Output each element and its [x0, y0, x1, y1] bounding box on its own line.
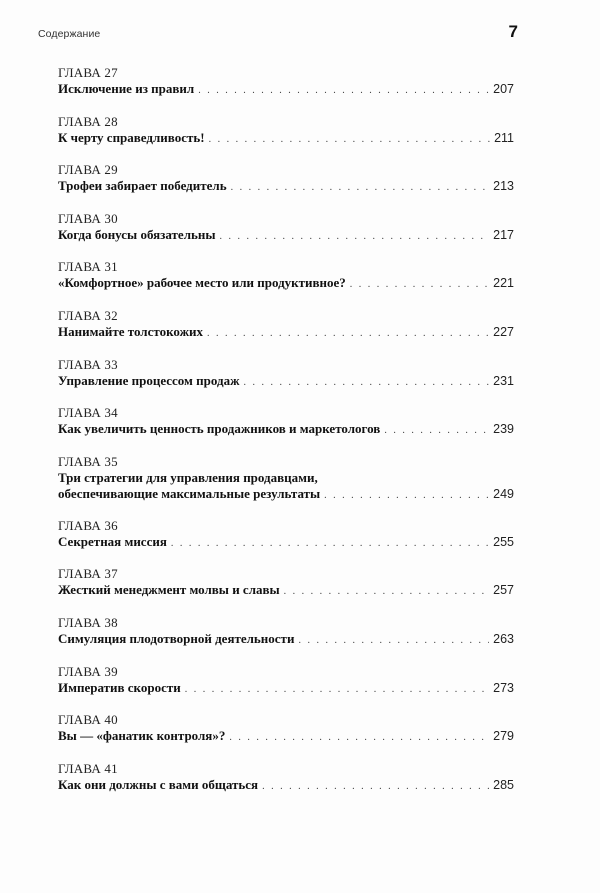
chapter-title: Симуляция плодотворной деятельности: [58, 630, 295, 646]
toc-entry-37[interactable]: [58, 566, 514, 615]
chapter-title-line: [58, 534, 514, 552]
toc-entry-41[interactable]: [58, 761, 514, 810]
toc-entry-32[interactable]: [58, 308, 514, 357]
page-header: [38, 22, 518, 46]
chapter-label: ГЛАВА 34: [58, 405, 118, 421]
chapter-page-number: 273: [493, 680, 514, 695]
chapter-label: ГЛАВА 30: [58, 210, 118, 226]
toc-entry-38[interactable]: [58, 615, 514, 664]
chapter-label: ГЛАВА 41: [58, 760, 118, 776]
dot-leader: [171, 536, 489, 552]
dot-leader: [284, 584, 489, 600]
toc-entry-39[interactable]: [58, 664, 514, 713]
toc-entry-34[interactable]: [58, 405, 514, 454]
chapter-title: Как они должны с вами общаться: [58, 776, 259, 792]
chapter-title-line: [58, 777, 514, 795]
chapter-title: Вы — «фанатик контроля»?: [58, 728, 226, 744]
chapter-page-number: 213: [493, 179, 514, 194]
chapter-title-line: [58, 81, 514, 99]
chapter-title-line: [58, 680, 514, 698]
chapter-label: ГЛАВА 38: [58, 614, 118, 630]
chapter-title: «Комфортное» рабочее место или продуктивное?: [58, 275, 346, 291]
toc-entry-27[interactable]: [58, 65, 514, 114]
chapter-label: ГЛАВА 40: [58, 712, 118, 728]
dot-leader: [324, 488, 489, 504]
dot-leader: [198, 83, 489, 99]
toc-entry-40[interactable]: [58, 712, 514, 761]
chapter-title-line: [58, 324, 514, 342]
toc-entry-36[interactable]: [58, 518, 514, 567]
chapter-label: ГЛАВА 33: [58, 356, 118, 372]
chapter-title: Жесткий менеджмент молвы и славы: [58, 582, 280, 598]
chapter-page-number: 255: [493, 534, 514, 549]
chapter-title: Секретная миссия: [58, 533, 167, 549]
chapter-title-line: [58, 421, 514, 439]
dot-leader: [384, 423, 489, 439]
chapter-title-line: [58, 582, 514, 600]
chapter-title-first-line: Три стратегии для управления продавцами,: [58, 469, 318, 485]
chapter-title-line: [58, 178, 514, 196]
chapter-label: ГЛАВА 31: [58, 259, 118, 275]
chapter-title: Императив скорости: [58, 679, 181, 695]
chapter-page-number: 211: [494, 130, 514, 145]
toc-entry-30[interactable]: [58, 211, 514, 260]
table-of-contents: [58, 65, 514, 809]
chapter-title-line: [58, 373, 514, 391]
toc-entry-29[interactable]: [58, 162, 514, 211]
chapter-title: Нанимайте толстокожих: [58, 323, 203, 339]
chapter-label: ГЛАВА 36: [58, 517, 118, 533]
chapter-page-number: 239: [493, 422, 514, 437]
chapter-title-line: [58, 728, 514, 746]
chapter-page-number: 285: [493, 777, 514, 792]
chapter-label: ГЛАВА 37: [58, 566, 118, 582]
chapter-title: обеспечивающие максимальные результаты: [58, 485, 321, 501]
chapter-title: Когда бонусы обязательны: [58, 226, 216, 242]
chapter-title: К черту справедливость!: [58, 129, 205, 145]
toc-entry-35[interactable]: [58, 454, 514, 518]
chapter-label: ГЛАВА 32: [58, 307, 118, 323]
dot-leader: [298, 633, 489, 649]
chapter-label: ГЛАВА 39: [58, 663, 118, 679]
dot-leader: [229, 730, 489, 746]
chapter-label: ГЛАВА 29: [58, 162, 118, 178]
chapter-title: Исключение из правил: [58, 81, 195, 96]
dot-leader: [207, 326, 489, 342]
toc-entry-31[interactable]: [58, 259, 514, 308]
chapter-page-number: 249: [493, 486, 514, 501]
chapter-label: ГЛАВА 35: [58, 453, 118, 469]
dot-leader: [231, 180, 490, 196]
chapter-page-number: 231: [493, 373, 514, 388]
toc-entry-28[interactable]: [58, 114, 514, 163]
chapter-page-number: 257: [493, 583, 514, 598]
chapter-title-line: [58, 275, 514, 293]
chapter-page-number: 217: [493, 227, 514, 242]
chapter-page-number: 207: [493, 82, 514, 96]
dot-leader: [350, 277, 489, 293]
dot-leader: [209, 132, 491, 148]
chapter-title-line: [58, 486, 514, 504]
chapter-title-line: [58, 130, 514, 148]
dot-leader: [185, 682, 489, 698]
toc-entry-33[interactable]: [58, 357, 514, 406]
chapter-page-number: 227: [493, 324, 514, 339]
chapter-title-line: [58, 227, 514, 245]
chapter-title: Управление процессом продаж: [58, 372, 240, 388]
chapter-page-number: 279: [493, 729, 514, 744]
chapter-label: ГЛАВА 28: [58, 113, 118, 129]
chapter-title: Трофеи забирает победитель: [58, 178, 227, 194]
chapter-title: Как увеличить ценность продажников и маркетологов: [58, 421, 381, 437]
chapter-label: ГЛАВА 27: [58, 65, 118, 80]
dot-leader: [220, 229, 490, 245]
chapter-page-number: 263: [493, 631, 514, 646]
dot-leader: [262, 779, 489, 795]
chapter-title-line: [58, 631, 514, 649]
running-head: Содержание: [38, 28, 101, 40]
dot-leader: [244, 375, 490, 391]
chapter-page-number: 221: [493, 276, 514, 291]
page-number: 7: [508, 22, 518, 41]
